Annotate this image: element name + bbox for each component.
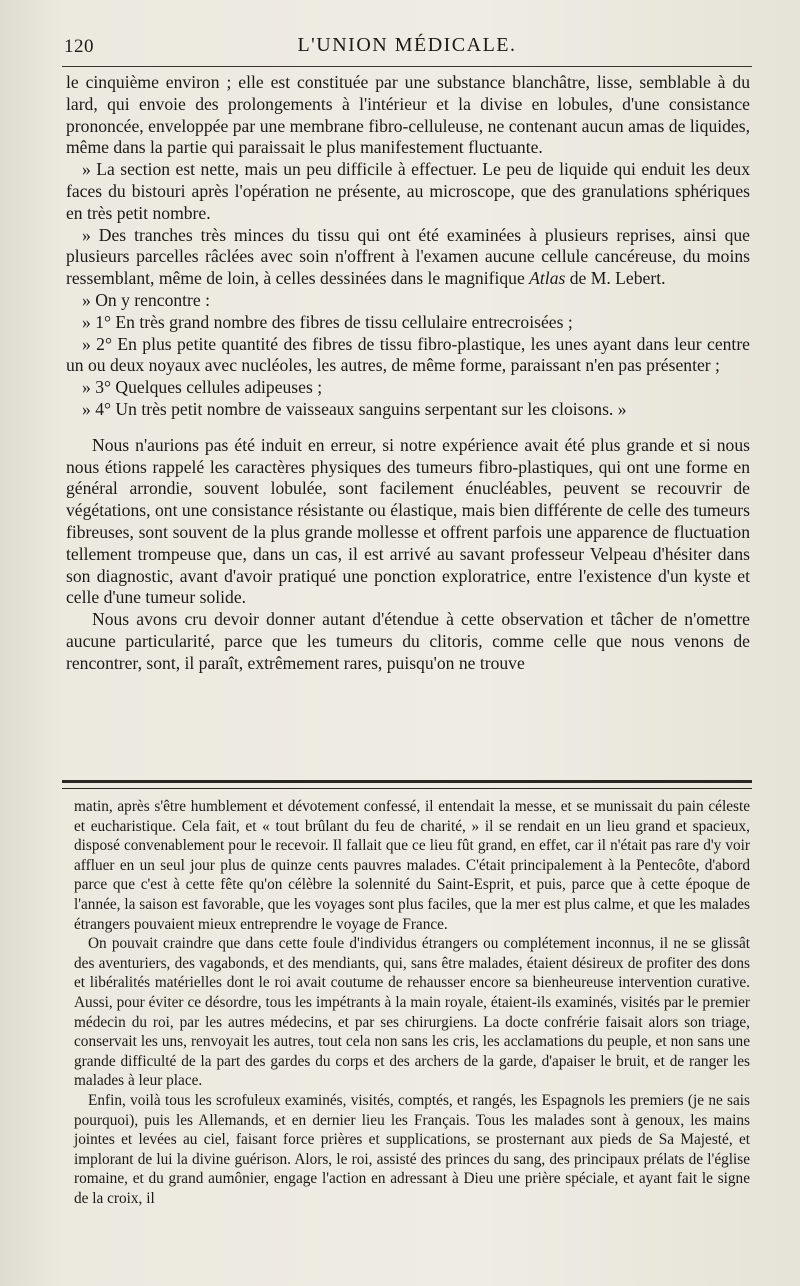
paragraph: » La section est nette, mais un peu difficile à effectuer. Le peu de liquide qui enduit les deux faces du bistouri après l'opération ne présente, au microscope, que des granulations sphériques en très petit nombre.: [66, 159, 750, 223]
page-header: [62, 30, 752, 60]
header-rule: [62, 66, 752, 67]
paragraph-gap: [66, 421, 750, 435]
text-run: » Des tranches très minces du tissu qui ont été examinées à plusieurs reprises, ainsi que plusieurs parcelles râclées avec soin n'offrent à l'examen aucune cellule cancéreuse, du moins ressemblant, même de loin, à celles dessinées dans le magnifique: [66, 224, 750, 289]
page-number: 120: [64, 36, 94, 57]
paragraph: Nous avons cru devoir donner autant d'étendue à cette observation et tâcher de n'omettre aucune particularité, parce que les tumeurs du clitoris, comme celle que nous venons de rencontrer, sont, il paraît, extrêmement rares, puisqu'on ne trouve: [66, 609, 750, 673]
list-item: » 4° Un très petit nombre de vaisseaux sanguins serpentant sur les cloisons. »: [82, 398, 627, 419]
list-item: » 2° En plus petite quantité des fibres de tissu fibro-plastique, les unes ayant dans leur centre un ou deux noyaux avec nucléoles, les autres, de même forme, paraissant n'en pas présenter ;: [66, 333, 750, 376]
text-run: de M. Lebert.: [565, 268, 666, 289]
feuilleton-paragraph: On pouvait craindre que dans cette foule d'individus étrangers ou complétement inconnus, il ne se glissât des aventuriers, des vagabonds, et des mendiants, qui, sans être malades, étaient désireux de profiter des dons et libéralités matérielles dont le roi avait coutume de rehausser encore sa bienheureuse intervention curative. Aussi, pour éviter ce désordre, tous les impétrants à la main royale, étaient-ils examinés, visités par le premier médecin du roi, par les autres médecins, et par ses chirurgiens. La docte confrérie faisait alors son triage, conservait les uns, renvoyait les autres, tout cela non sans les cris, les acclamations du peuple, et non sans une grande difficulté de la part des gardes du corps et des archers de la garde, d'apaiser le bruit, et de ranger les malades à leur place.: [74, 935, 750, 1090]
main-article-text: [66, 72, 750, 675]
list-item: » 3° Quelques cellules adipeuses ;: [82, 377, 323, 398]
paragraph: [66, 225, 750, 290]
list-item: » 1° En très grand nombre des fibres de tissu cellulaire entrecroisées ;: [82, 311, 573, 332]
feuilleton-paragraph: matin, après s'être humblement et dévotement confessé, il entendait la messe, et se munissait du pain céleste et eucharistique. Cela fait, et « tout brûlant du feu de charité, » il se rendait en un lieu grand et spacieux, disposé convenablement pour le recevoir. Il fallait que ce lieu fût grand, en effet, car il n'était pas rare d'y voir affluer en un seul jour plus de quinze cents pauvres malades. C'était principalement à la Pentecôte, d'abord parce que c'est à cette fête qu'on célèbre la solennité du Saint-Esprit, et puis, parce que à cette époque de l'année, la saison est favorable, que les voyages sont plus faciles, que la mer est plus calme, et que les malades étrangers pouvaient mieux entreprendre le voyage de France.: [74, 798, 750, 933]
paragraph: Nous n'aurions pas été induit en erreur, si notre expérience avait été plus grande et si nous nous étions rappelé les caractères physiques des tumeurs fibro-plastiques, qui ont une forme en général arrondie, souvent lobulée, sont facilement énucléables, peuvent se recouvrir de végétations, ont une consistance résistante ou élastique, mais bien différente de celle des tumeurs fibreuses, sont souvent de la plus grande mollesse et offrent parfois une apparence de fluctuation tellement trompeuse que, dans un cas, il est arrivé au savant professeur Velpeau d'hésiter dans son diagnostic, avant d'avoir pratiqué une ponction exploratrice, entre l'existence d'un kyste et celle d'une tumeur solide.: [66, 434, 750, 608]
paragraph: » On y rencontre :: [82, 289, 211, 310]
running-title: L'UNION MÉDICALE.: [297, 34, 517, 56]
feuilleton-divider: [62, 780, 752, 789]
feuilleton-paragraph: Enfin, voilà tous les scrofuleux examinés, visités, comptés, et rangés, les Espagnols les premiers (je ne sais pourquoi), puis les Allemands, et en dernier lieu les Français. Tous les malades sont à genoux, les mains jointes et levées au ciel, faisant force prières et supplications, se prosternant aux pieds de Sa Majesté, et implorant de lui la divine guérison. Alors, le roi, assisté des princes du sang, des principaux prélats de l'église romaine, et du grand aumônier, engage l'action en adressant à Dieu une prière spéciale, et ayant fait le signe de la croix, il: [74, 1091, 750, 1207]
paragraph: le cinquième environ ; elle est constituée par une substance blanchâtre, lisse, semblable à du lard, qui envoie des prolongements à l'intérieur et la divise en lobules, d'une consistance prononcée, enveloppée par une membrane fibro-celluleuse, ne contenant aucun amas de liquides, même dans la partie qui paraissait le plus manifestement fluctuante.: [66, 72, 750, 158]
atlas-title: Atlas: [529, 268, 566, 289]
feuilleton-text: [74, 797, 750, 1208]
